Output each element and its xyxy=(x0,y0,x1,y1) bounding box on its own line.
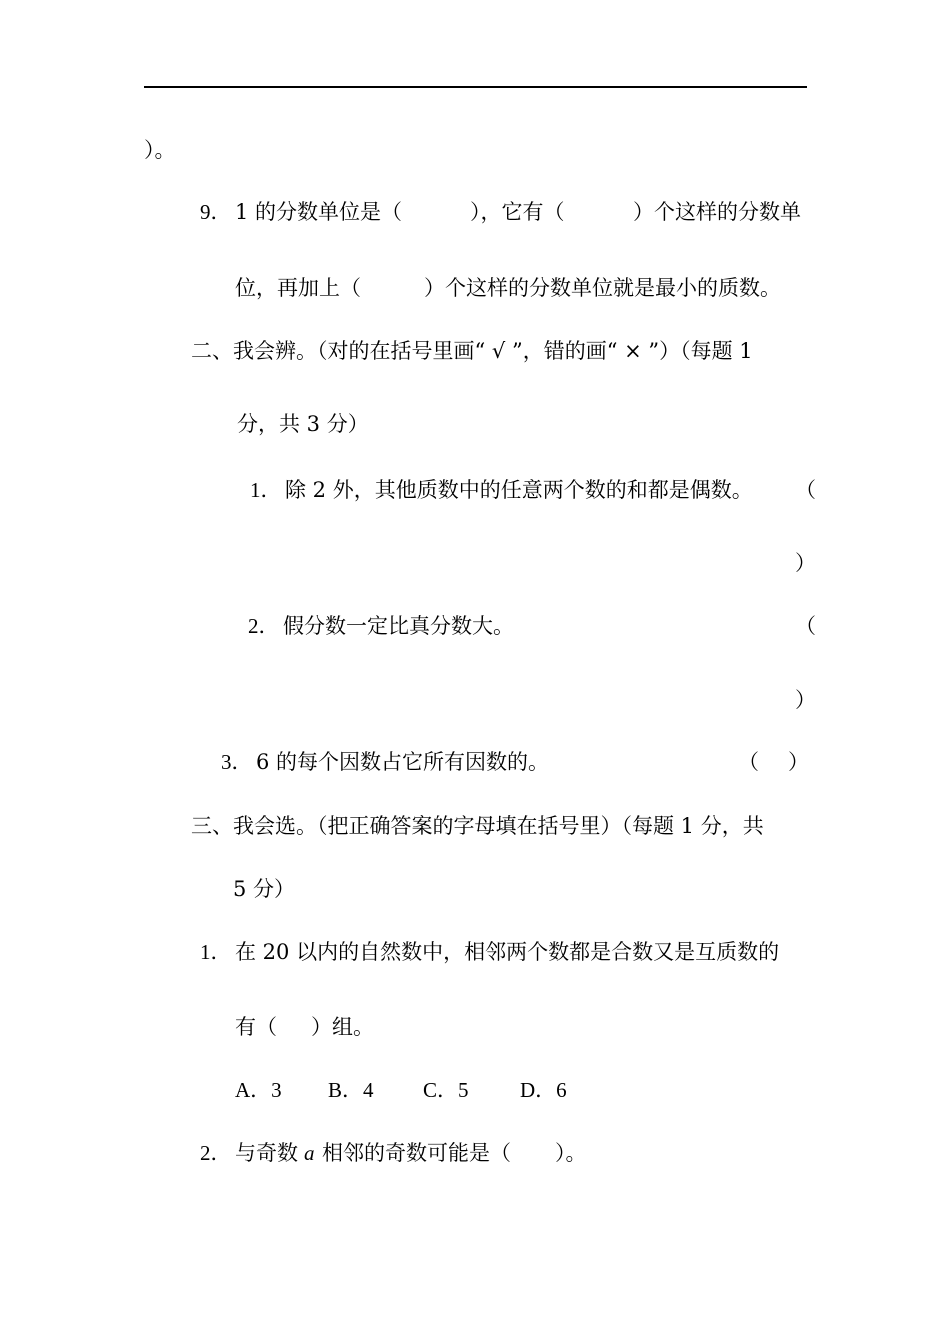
header-rule xyxy=(144,86,807,88)
section2-heading: 二、我会辨。（对的在括号里画“ √ ”，错的画“ × ”）（每题 1 xyxy=(191,339,753,363)
q9-line2-a: 位，再加上（ xyxy=(235,276,361,300)
s2-item2-answer-open: （ xyxy=(795,614,816,638)
s2-item1-number: 1． xyxy=(250,478,282,502)
s3-q1-line2-a: 有（ xyxy=(235,1015,277,1039)
s2-item3-text: 6 的每个因数占它所有因数的。 xyxy=(256,750,550,774)
s3-q1-line1: 在 20 以内的自然数中，相邻两个数都是合数又是互质数的 xyxy=(235,940,780,964)
s3-q1-option-c: C．5 xyxy=(423,1078,469,1102)
s2-item1-answer-open: （ xyxy=(795,478,816,502)
section3-heading: 三、我会选。（把正确答案的字母填在括号里）（每题 1 分，共 xyxy=(191,814,764,838)
s3-q2-variable: a xyxy=(304,1141,315,1165)
s3-q2-text-b: 相邻的奇数可能是（ xyxy=(322,1141,511,1165)
q9-line1-a: 1 的分数单位是（ xyxy=(235,200,403,224)
q9-line1-c: ）个这样的分数单 xyxy=(633,200,801,224)
s3-q1-option-d: D．6 xyxy=(520,1078,567,1102)
s2-item3-number: 3． xyxy=(221,750,253,774)
s3-q1-line2-b: ）组。 xyxy=(311,1015,374,1039)
s2-item1-text: 除 2 外，其他质数中的任意两个数的和都是偶数。 xyxy=(285,478,753,502)
q9-number: 9． xyxy=(200,200,232,224)
s3-q1-number: 1． xyxy=(200,940,232,964)
q9-line2-b: ）个这样的分数单位就是最小的质数。 xyxy=(424,276,781,300)
section2-heading-cont: 分，共 3 分） xyxy=(237,412,369,436)
s3-q2-number: 2． xyxy=(200,1141,232,1165)
section3-heading-cont: 5 分） xyxy=(233,877,296,901)
s3-q2-text-c: ）。 xyxy=(555,1141,587,1165)
s3-q1-option-b: B．4 xyxy=(328,1078,374,1102)
s2-item2-text: 假分数一定比真分数大。 xyxy=(283,614,514,638)
s3-q2-text-a: 与奇数 xyxy=(235,1141,298,1165)
s2-item2-number: 2． xyxy=(248,614,280,638)
s2-item2-answer-close: ） xyxy=(795,688,816,712)
q9-line1-b: ），它有（ xyxy=(470,200,565,224)
s2-item3-answer-open: （ xyxy=(738,750,759,774)
s3-q1-option-a: A．3 xyxy=(235,1078,282,1102)
s2-item1-answer-close: ） xyxy=(795,551,816,575)
q8-tail: ）。 xyxy=(144,138,176,162)
s2-item3-answer-close: ） xyxy=(788,750,809,774)
